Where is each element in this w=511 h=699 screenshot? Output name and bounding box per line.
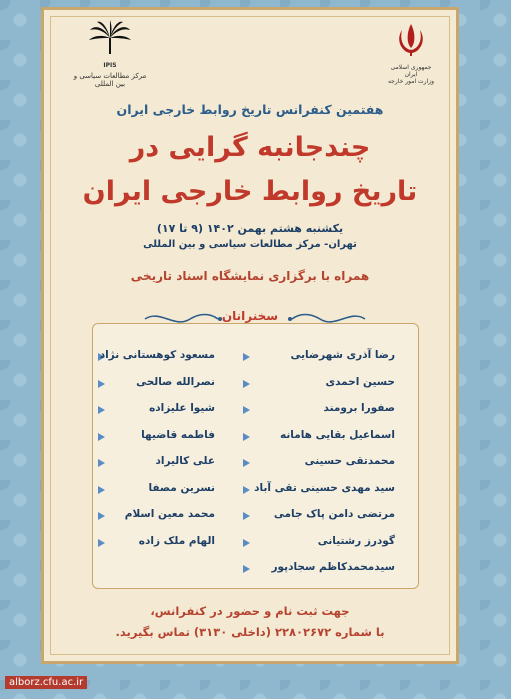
speaker-name: رضا آذری شهرضایی <box>290 349 395 361</box>
event-date: یکشنبه هشتم بهمن ۱۴۰۲ (۹ تا ۱۷) <box>156 222 344 235</box>
speaker-name: حسین احمدی <box>325 375 395 388</box>
speaker-bullet-icon <box>98 459 105 467</box>
ipis-tree-logo <box>87 20 133 58</box>
main-title-line1: چندجانبه گرایی در <box>129 132 371 163</box>
speaker-bullet-icon <box>243 565 250 573</box>
speaker-name: سیدمحمدکاظم سجادپور <box>271 561 395 573</box>
speaker-name: گودرز رشتیانی <box>317 534 395 547</box>
speaker-name: سید مهدی حسینی تقی آباد <box>254 481 395 494</box>
ipis-logo-mark: IPIS <box>103 62 117 69</box>
speaker-bullet-icon <box>98 433 105 441</box>
speaker-name: اسماعیل بقایی هامانه <box>279 428 395 441</box>
speaker-bullet-icon <box>98 539 105 547</box>
event-place: تهران- مرکز مطالعات سیاسی و بین المللی <box>143 239 357 250</box>
speaker-name: محمد معین اسلام <box>124 508 215 520</box>
ministry-logo <box>385 20 437 86</box>
speaker-bullet-icon <box>243 486 250 494</box>
speaker-name: نصرالله صالحی <box>136 375 215 388</box>
speaker-bullet-icon <box>243 353 250 361</box>
conference-title: هفتمین کنفرانس تاریخ روابط خارجی ایران <box>116 102 384 117</box>
ipis-logo <box>70 20 150 88</box>
registration-phone: با شماره ۲۲۸۰۲۶۷۲ (داخلی ۳۱۳۰) تماس بگیرید. <box>115 625 385 639</box>
ministry-logo-caption: جمهوری اسلامی ایران وزارت امور خارجه <box>387 64 435 86</box>
speaker-name: فاطمه قاضیها <box>141 428 215 441</box>
speaker-bullet-icon <box>98 486 105 494</box>
speaker-name: مرتضی دامن پاک جامی <box>273 508 395 520</box>
iran-emblem-icon <box>394 20 428 60</box>
exhibit-note: همراه با برگزاری نمایشگاه اسناد تاریخی <box>130 269 370 283</box>
speaker-bullet-icon <box>243 433 250 441</box>
speaker-name: صفورا برومند <box>323 402 395 414</box>
speaker-bullet-icon <box>243 380 250 388</box>
speaker-name: نسرین مصفا <box>148 481 215 494</box>
ipis-logo-caption: مرکز مطالعات سیاسی و بین المللی <box>73 72 147 89</box>
speakers-title: سخنرانان <box>221 309 279 323</box>
speaker-name: علی کالیراد <box>155 455 215 467</box>
registration-note: جهت ثبت نام و حضور در کنفرانس، <box>150 604 350 618</box>
speaker-name: الهام ملک زاده <box>138 534 215 547</box>
speaker-bullet-icon <box>243 512 250 520</box>
speaker-bullet-icon <box>243 406 250 414</box>
speaker-bullet-icon <box>98 406 105 414</box>
speaker-bullet-icon <box>98 512 105 520</box>
speaker-bullet-icon <box>243 539 250 547</box>
speaker-bullet-icon <box>243 459 250 467</box>
main-title-line2: تاریخ روابط خارجی ایران <box>82 176 418 207</box>
speaker-bullet-icon <box>98 380 105 388</box>
speaker-name: شیوا علیزاده <box>149 402 215 414</box>
speaker-name: مسعود کوهستانی نژاد <box>99 349 215 361</box>
site-watermark: alborz.cfu.ac.ir <box>5 676 87 689</box>
speaker-name: محمدتقی حسینی <box>304 455 395 467</box>
